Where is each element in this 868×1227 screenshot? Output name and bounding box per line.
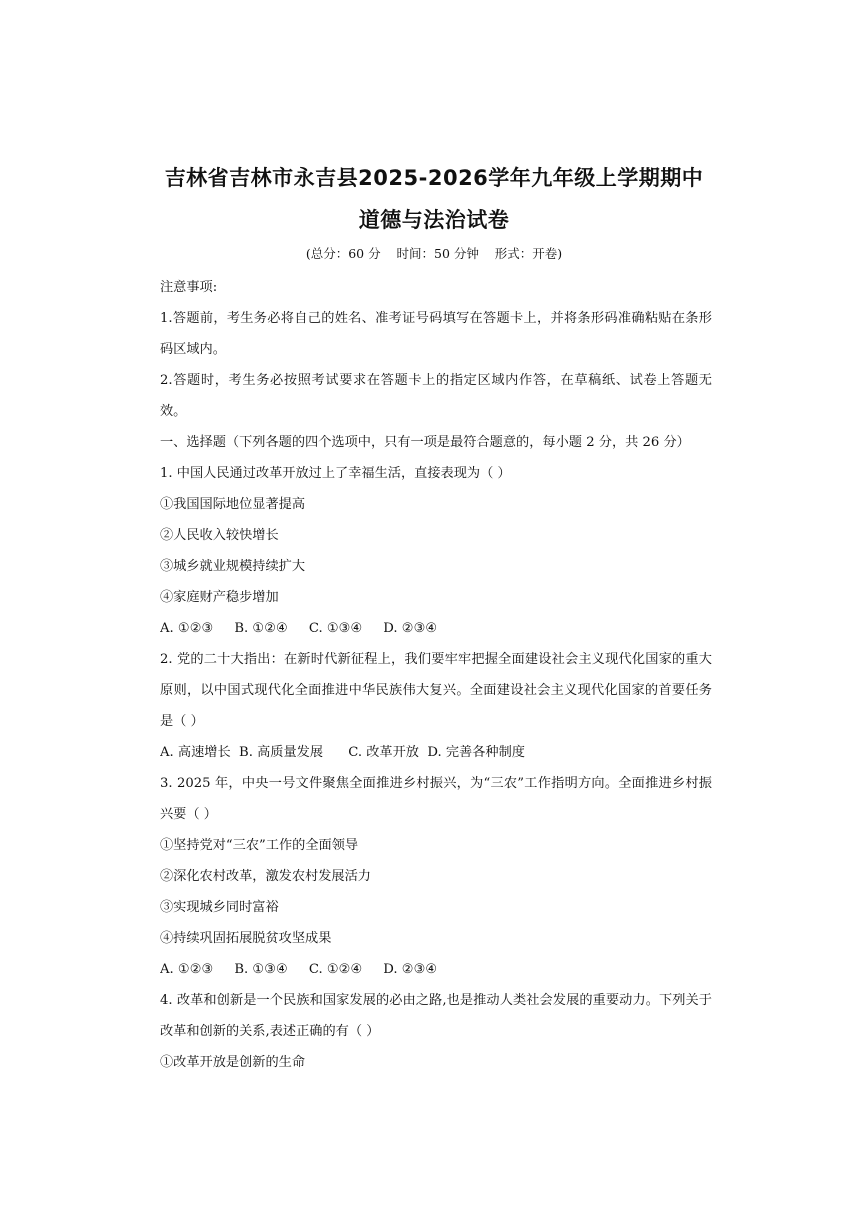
question-2-stem: 2. 党的二十大指出：在新时代新征程上，我们要牢牢把握全面建设社会主义现代化国家的重大原则，以中国式现代化全面推进中华民族伟大复兴。全面建设社会主义现代化国家的首要任务是（ ） xyxy=(160,652,712,729)
notice-item-1: 1.答题前，考生务必将自己的姓名、准考证号码填写在答题卡上，并将条形码准确粘贴在条形码区域内。 xyxy=(160,311,712,357)
question-3-item: ③实现城乡同时富裕 xyxy=(160,900,279,915)
question-2-options: A. 高速增长 B. 高质量发展 C. 改革开放 D. 完善各种制度 xyxy=(160,745,525,760)
question-1-stem: 1. 中国人民通过改革开放过上了幸福生活，直接表现为（ ） xyxy=(160,466,511,481)
question-1-item: ③城乡就业规模持续扩大 xyxy=(160,559,306,574)
section-heading: 一、选择题（下列各题的四个选项中，只有一项是最符合题意的，每小题 2 分，共 26 分） xyxy=(160,435,690,450)
question-3-item: ②深化农村改革，激发农村发展活力 xyxy=(160,869,371,884)
question-3-item: ①坚持党对“三农”工作的全面领导 xyxy=(160,838,359,853)
notice-item-2: 2.答题时，考生务必按照考试要求在答题卡上的指定区域内作答，在草稿纸、试卷上答题无效。 xyxy=(160,373,712,419)
question-1-item: ①我国国际地位显著提高 xyxy=(160,497,306,512)
question-4-stem: 4. 改革和创新是一个民族和国家发展的必由之路,也是推动人类社会发展的重要动力。下列关于改革和创新的关系,表述正确的有（ ） xyxy=(160,993,712,1039)
question-3-stem: 3. 2025 年，中央一号文件聚焦全面推进乡村振兴，为“三农”工作指明方向。全面推进乡村振兴要（ ） xyxy=(160,776,712,822)
exam-meta-info: (总分：60 分 时间：50 分钟 形式：开卷) xyxy=(305,246,563,261)
question-1-item: ④家庭财产稳步增加 xyxy=(160,590,279,605)
question-3-item: ④持续巩固拓展脱贫攻坚成果 xyxy=(160,931,332,946)
question-1-options: A. ①②③ B. ①②④ C. ①③④ D. ②③④ xyxy=(160,621,438,636)
question-4-item: ①改革开放是创新的生命 xyxy=(160,1055,306,1070)
exam-body xyxy=(160,272,712,1078)
question-1-item: ②人民收入较快增长 xyxy=(160,528,279,543)
notice-heading: 注意事项: xyxy=(160,280,218,295)
exam-title-line2: 道德与法治试卷 xyxy=(358,208,510,232)
exam-title-line1: 吉林省吉林市永吉县2025-2026学年九年级上学期期中 xyxy=(164,166,704,190)
question-3-options: A. ①②③ B. ①③④ C. ①②④ D. ②③④ xyxy=(160,962,438,977)
